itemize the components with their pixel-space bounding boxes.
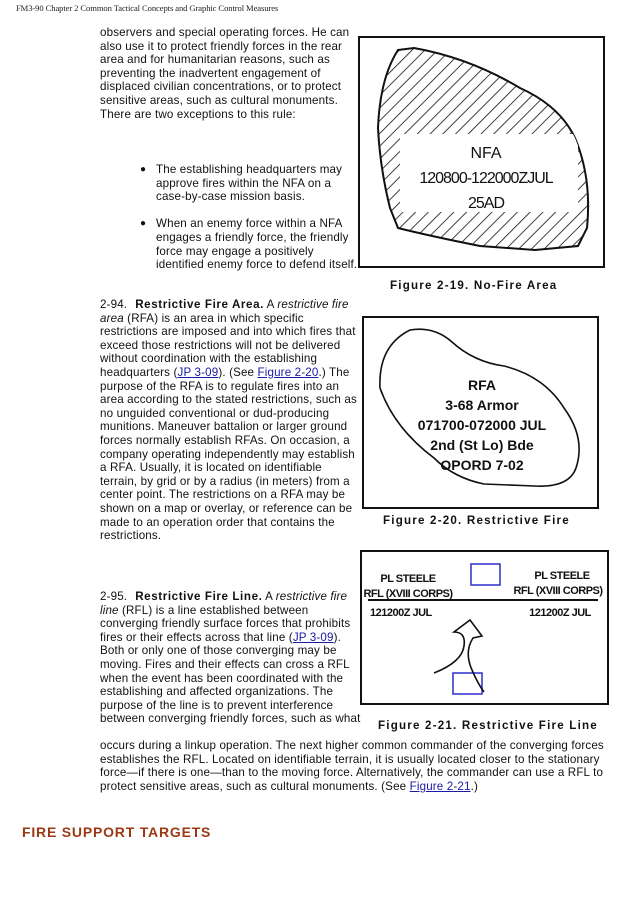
text-span: .) The purpose of the RFA is to regulate fires into an area according to the stated restrictions, such as no unguided conventional or dud-producing munitions. Maneuver battalion or larger ground forces normally establish RFAs. On occasion, a company operating independently may establish a RFA. Usually, it is located on identifiable terrain, by grid or by a radius (in meters) from a center point. The restrictions on a RFA may be shown on a map or overlay, or reference can be made to an operation order that contains the restrictions. <box>100 365 357 543</box>
figure-2-19-caption: Figure 2-19. No-Fire Area <box>390 279 558 292</box>
paragraph-2-95 <box>100 590 362 726</box>
section-heading: FIRE SUPPORT TARGETS <box>22 824 212 840</box>
rfl-right-unit-label: RFL (XVIII CORPS) <box>513 585 603 597</box>
exception-text: The establishing headquarters may approve fires within the NFA on a case-by-case mission basis. <box>156 163 343 204</box>
figure-2-19-nfa <box>358 36 605 268</box>
exception-text: When an enemy force within a NFA engages a friendly force, the friendly force may engage a positively identified enemy force to defend itself. <box>156 217 358 272</box>
defined-term: restrictive fire line <box>100 590 348 617</box>
nfa-exceptions-list <box>140 163 360 285</box>
nfa-label: NFA <box>470 145 502 162</box>
exception-item <box>140 217 360 271</box>
rfl-graphic <box>362 552 607 703</box>
nfa-unit-label: 25AD <box>467 195 505 212</box>
jp-3-09-link[interactable]: JP 3-09 <box>177 365 219 379</box>
rfl-left-time-label: 121200Z JUL <box>370 607 432 619</box>
text-span: ). Both or only one of those converging may be moving. Fires and their effects can cross a RFL when the event has been coordinated with the establishing and affected organizations. The purpose of the line is to prevent interference between converging friendly forces, such as what <box>100 630 361 726</box>
rfa-graphic <box>364 318 597 507</box>
figure-2-21-link[interactable]: Figure 2-21 <box>409 779 471 793</box>
paragraph-number: 2-94. <box>100 298 128 311</box>
figure-2-21-rfl <box>360 550 609 705</box>
text-span: ). (See <box>218 365 258 379</box>
rfl-right-phase-line-label: PL STEELE <box>534 570 590 582</box>
text-span: occurs during a linkup operation. The next higher common commander of the converging forces establishes the RFL. Located on identifiable terrain, it is usually located closer to the stationary force—if there is one—than to the moving force. Alternatively, the commander can use a RFL to protect sensitive areas, such as cultural monuments. (See <box>100 739 604 793</box>
paragraph-term: Restrictive Fire Line. <box>135 590 263 603</box>
rfl-right-time-label: 121200Z JUL <box>529 607 591 619</box>
direction-of-attack-arrow-icon <box>434 620 484 692</box>
nfa-time-label: 120800-122000ZJUL <box>419 170 553 187</box>
running-header: FM3-90 Chapter 2 Common Tactical Concepts and Graphic Control Measures <box>16 3 279 13</box>
text-span: (RFL) is a line established between converging friendly surface forces that prohibits fires or their effects across that line ( <box>100 603 351 644</box>
nfa-intro-paragraph <box>100 26 362 121</box>
exception-item <box>140 163 360 204</box>
rfl-left-unit-label: RFL (XVIII CORPS) <box>363 588 453 600</box>
bullet-icon: ● <box>140 164 147 175</box>
paragraph-number: 2-95. <box>100 590 128 603</box>
figure-2-20-rfa <box>362 316 599 509</box>
rfa-order-label: OPORD 7-02 <box>440 457 524 473</box>
defined-term: restrictive fire area <box>100 298 349 325</box>
rfa-label: RFA <box>468 377 496 393</box>
jp-3-09-link[interactable]: JP 3-09 <box>292 630 334 644</box>
text-span: A <box>263 298 278 311</box>
paragraph-2-95-continued <box>100 739 620 793</box>
paragraph-term: Restrictive Fire Area. <box>135 298 264 311</box>
rfa-unit-label: 3-68 Armor <box>445 397 519 413</box>
figure-2-20-link[interactable]: Figure 2-20 <box>257 365 319 379</box>
text-span: .) <box>470 779 478 793</box>
rfa-time-label: 071700-072000 JUL <box>417 417 547 433</box>
text-span: A <box>262 590 276 603</box>
figure-2-21-caption: Figure 2-21. Restrictive Fire Line <box>378 719 598 732</box>
paragraph-2-94 <box>100 298 362 543</box>
stationary-unit-symbol <box>471 564 500 585</box>
rfa-establishing-unit-label: 2nd (St Lo) Bde <box>430 437 534 453</box>
rfl-left-phase-line-label: PL STEELE <box>380 573 436 585</box>
bullet-icon: ● <box>140 218 147 230</box>
nfa-graphic <box>360 38 603 266</box>
figure-2-20-caption: Figure 2-20. Restrictive Fire <box>383 514 570 527</box>
text-span: (RFA) is an area in which specific restrictions are imposed and into which fires that exceed those restrictions will not be delivered without coordination with the establishing headquarters ( <box>100 311 356 379</box>
nfa-intro-text: observers and special operating forces. He can also use it to protect friendly forces in the rear area and for humanitarian reasons, such as preventing the inadvertent engagement of displaced civilian concentrations, or to protect sensitive areas, such as cultural monuments. There are two exceptions to this rule: <box>100 26 350 121</box>
